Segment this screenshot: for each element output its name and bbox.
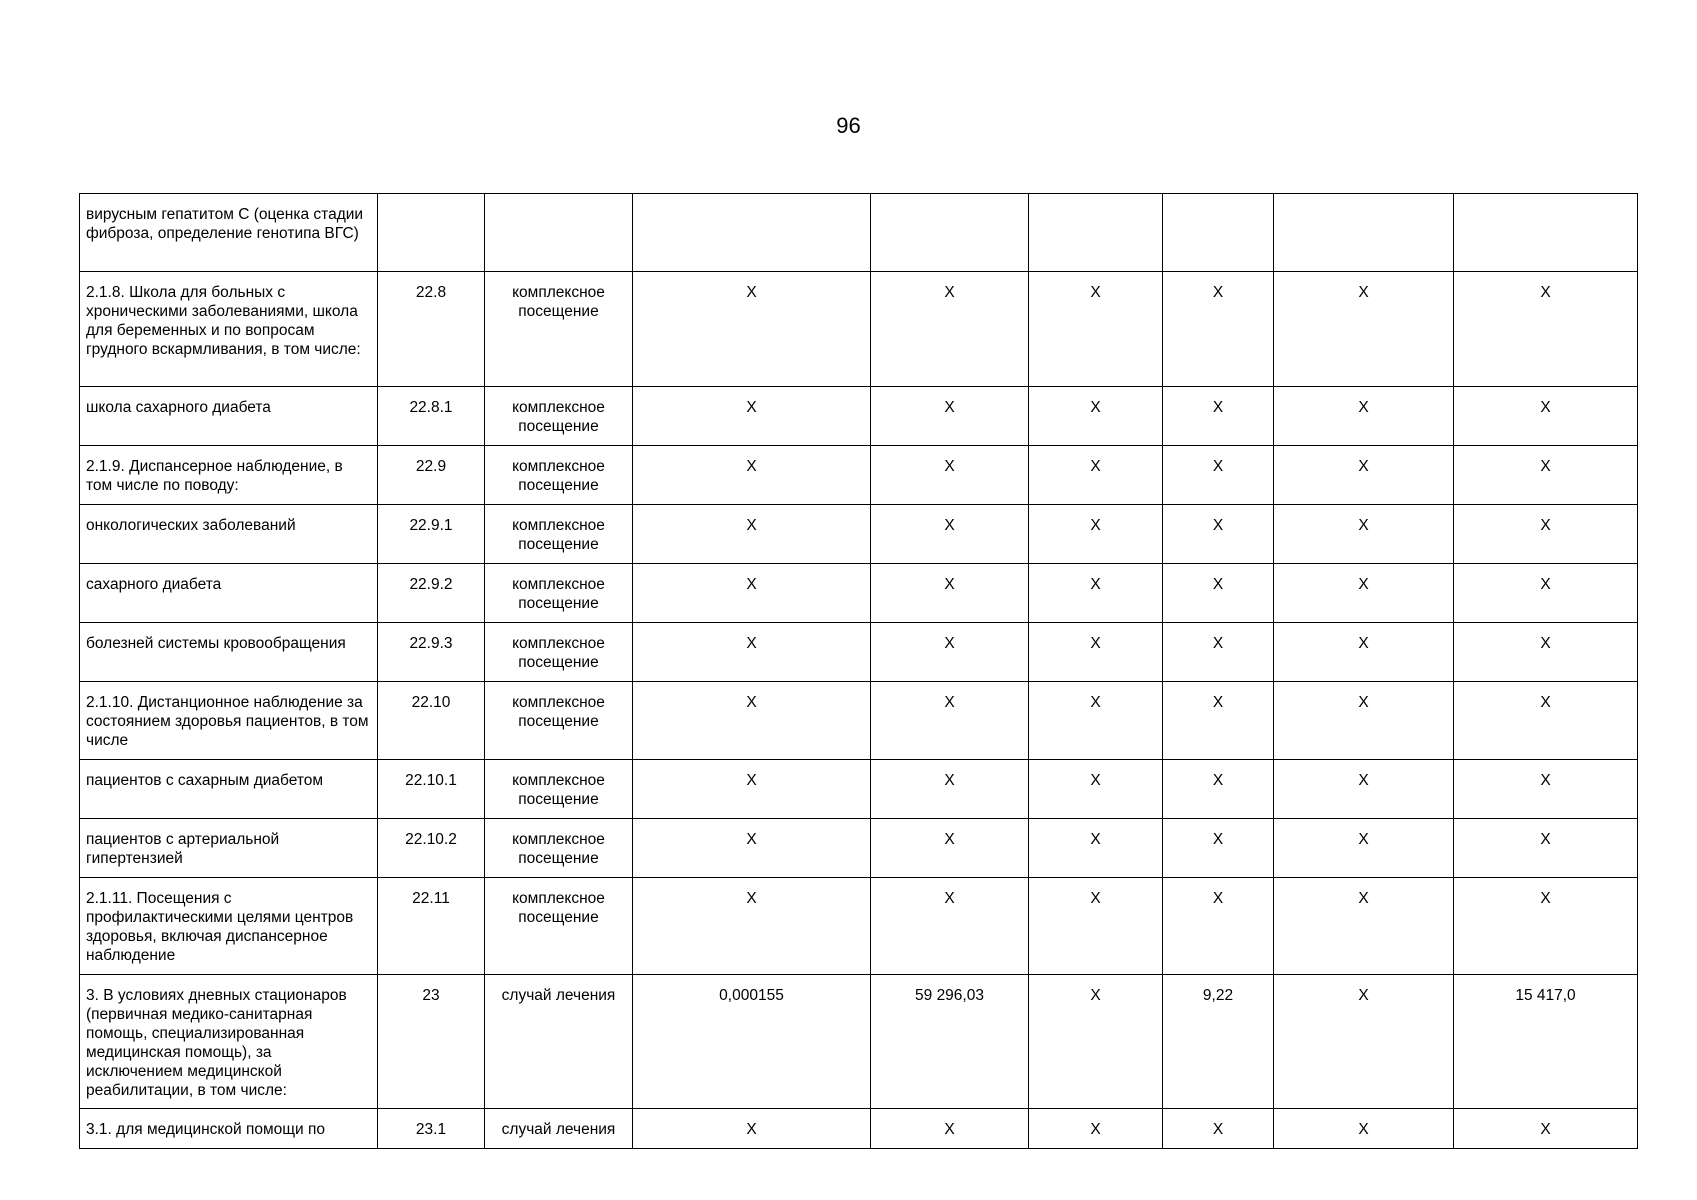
table-row bbox=[80, 564, 1638, 623]
row-name-cell: пациентов с артериальной гипертензией bbox=[80, 819, 378, 878]
row-value-cell: X bbox=[871, 760, 1029, 819]
row-value-cell: X bbox=[1029, 975, 1163, 1109]
row-value-cell: X bbox=[871, 623, 1029, 682]
row-value-cell: X bbox=[1029, 819, 1163, 878]
row-value-cell: X bbox=[633, 505, 871, 564]
row-value-cell: X bbox=[1274, 682, 1454, 760]
row-value-cell: X bbox=[1163, 819, 1274, 878]
row-value-cell: X bbox=[1274, 446, 1454, 505]
row-value-cell: X bbox=[633, 682, 871, 760]
row-code-cell: 23.1 bbox=[378, 1109, 485, 1149]
row-code-cell: 22.11 bbox=[378, 878, 485, 975]
row-unit-cell: комплексное посещение bbox=[485, 819, 633, 878]
row-value-cell: X bbox=[871, 272, 1029, 387]
row-value-cell: X bbox=[1029, 564, 1163, 623]
row-value-cell: X bbox=[1029, 878, 1163, 975]
row-code-cell: 22.9.2 bbox=[378, 564, 485, 623]
row-name-cell: 2.1.11. Посещения с профилактическими целями центров здоровья, включая диспансерное наблюдение bbox=[80, 878, 378, 975]
row-unit-cell: комплексное посещение bbox=[485, 564, 633, 623]
row-code-cell: 22.10.2 bbox=[378, 819, 485, 878]
table-row bbox=[80, 682, 1638, 760]
row-name-cell: пациентов с сахарным диабетом bbox=[80, 760, 378, 819]
row-value-cell: X bbox=[1454, 623, 1638, 682]
row-value-cell: X bbox=[871, 387, 1029, 446]
row-value-cell: X bbox=[1029, 505, 1163, 564]
row-value-cell: X bbox=[1029, 682, 1163, 760]
row-value-cell: X bbox=[871, 878, 1029, 975]
row-value-cell: X bbox=[1454, 272, 1638, 387]
row-value-cell: X bbox=[1454, 505, 1638, 564]
row-name-cell: 3. В условиях дневных стационаров (первичная медико-санитарная помощь, специализированная медицинская помощь), за исключением медицинской реабилитации, в том числе: bbox=[80, 975, 378, 1109]
row-name-cell: школа сахарного диабета bbox=[80, 387, 378, 446]
row-value-cell: X bbox=[1274, 564, 1454, 623]
row-value-cell: X bbox=[1029, 446, 1163, 505]
row-unit-cell bbox=[485, 194, 633, 272]
table-row bbox=[80, 194, 1638, 272]
row-value-cell: X bbox=[1163, 1109, 1274, 1149]
row-value-cell: X bbox=[1029, 387, 1163, 446]
row-value-cell bbox=[871, 194, 1029, 272]
row-value-cell: X bbox=[1454, 564, 1638, 623]
row-value-cell: X bbox=[1029, 623, 1163, 682]
row-name-cell: 2.1.9. Диспансерное наблюдение, в том числе по поводу: bbox=[80, 446, 378, 505]
row-value-cell: X bbox=[1274, 819, 1454, 878]
table-row bbox=[80, 623, 1638, 682]
row-unit-cell: случай лечения bbox=[485, 1109, 633, 1149]
row-unit-cell: комплексное посещение bbox=[485, 446, 633, 505]
row-code-cell: 22.10 bbox=[378, 682, 485, 760]
row-value-cell: X bbox=[1163, 878, 1274, 975]
table-row bbox=[80, 878, 1638, 975]
row-value-cell: X bbox=[1029, 760, 1163, 819]
table-row bbox=[80, 819, 1638, 878]
table-body bbox=[80, 194, 1638, 1149]
row-value-cell: X bbox=[633, 387, 871, 446]
row-value-cell: X bbox=[1274, 623, 1454, 682]
row-value-cell: X bbox=[633, 878, 871, 975]
row-value-cell bbox=[633, 194, 871, 272]
row-value-cell: X bbox=[633, 272, 871, 387]
row-value-cell: X bbox=[633, 819, 871, 878]
row-value-cell: X bbox=[1454, 387, 1638, 446]
row-value-cell: X bbox=[1454, 1109, 1638, 1149]
row-name-cell: вирусным гепатитом С (оценка стадии фиброза, определение генотипа ВГС) bbox=[80, 194, 378, 272]
row-value-cell: 59 296,03 bbox=[871, 975, 1029, 1109]
row-value-cell bbox=[1163, 194, 1274, 272]
row-name-cell: 2.1.10. Дистанционное наблюдение за состоянием здоровья пациентов, в том числе bbox=[80, 682, 378, 760]
row-value-cell: X bbox=[633, 564, 871, 623]
row-name-cell: сахарного диабета bbox=[80, 564, 378, 623]
row-value-cell: X bbox=[871, 682, 1029, 760]
row-unit-cell: комплексное посещение bbox=[485, 682, 633, 760]
row-value-cell: 15 417,0 bbox=[1454, 975, 1638, 1109]
row-value-cell: X bbox=[871, 505, 1029, 564]
row-value-cell: X bbox=[1274, 272, 1454, 387]
row-value-cell bbox=[1274, 194, 1454, 272]
row-value-cell: X bbox=[1163, 564, 1274, 623]
row-value-cell: X bbox=[1029, 272, 1163, 387]
row-value-cell: X bbox=[633, 623, 871, 682]
row-value-cell: X bbox=[871, 564, 1029, 623]
table-row bbox=[80, 272, 1638, 387]
row-value-cell: X bbox=[1454, 819, 1638, 878]
page-number: 96 bbox=[836, 113, 861, 138]
row-value-cell: X bbox=[871, 819, 1029, 878]
row-value-cell: X bbox=[1274, 1109, 1454, 1149]
row-name-cell: онкологических заболеваний bbox=[80, 505, 378, 564]
row-value-cell: X bbox=[1029, 1109, 1163, 1149]
row-unit-cell: комплексное посещение bbox=[485, 760, 633, 819]
row-value-cell: X bbox=[1274, 760, 1454, 819]
row-code-cell: 22.8 bbox=[378, 272, 485, 387]
row-value-cell: X bbox=[1163, 623, 1274, 682]
row-value-cell bbox=[1454, 194, 1638, 272]
row-code-cell: 22.10.1 bbox=[378, 760, 485, 819]
row-value-cell: X bbox=[1163, 505, 1274, 564]
row-value-cell: X bbox=[1163, 760, 1274, 819]
row-value-cell: 0,000155 bbox=[633, 975, 871, 1109]
row-unit-cell: комплексное посещение bbox=[485, 387, 633, 446]
table-row bbox=[80, 505, 1638, 564]
row-code-cell: 22.9.1 bbox=[378, 505, 485, 564]
row-name-cell: 2.1.8. Школа для больных с хроническими заболеваниями, школа для беременных и по вопросам грудного вскармливания, в том числе: bbox=[80, 272, 378, 387]
table-row bbox=[80, 1109, 1638, 1149]
row-unit-cell: комплексное посещение bbox=[485, 623, 633, 682]
row-code-cell: 22.9 bbox=[378, 446, 485, 505]
row-value-cell bbox=[1029, 194, 1163, 272]
table-row bbox=[80, 446, 1638, 505]
row-value-cell: X bbox=[633, 446, 871, 505]
row-unit-cell: комплексное посещение bbox=[485, 272, 633, 387]
row-value-cell: X bbox=[1163, 446, 1274, 505]
row-unit-cell: комплексное посещение bbox=[485, 878, 633, 975]
row-value-cell: X bbox=[871, 446, 1029, 505]
row-value-cell: X bbox=[633, 760, 871, 819]
row-code-cell bbox=[378, 194, 485, 272]
row-value-cell: X bbox=[1454, 878, 1638, 975]
data-table bbox=[79, 193, 1638, 1149]
row-value-cell: X bbox=[1163, 272, 1274, 387]
row-code-cell: 22.8.1 bbox=[378, 387, 485, 446]
row-code-cell: 22.9.3 bbox=[378, 623, 485, 682]
row-value-cell: X bbox=[633, 1109, 871, 1149]
row-value-cell: X bbox=[1163, 682, 1274, 760]
table-row bbox=[80, 387, 1638, 446]
row-unit-cell: случай лечения bbox=[485, 975, 633, 1109]
row-name-cell: 3.1. для медицинской помощи по bbox=[80, 1109, 378, 1149]
row-code-cell: 23 bbox=[378, 975, 485, 1109]
row-value-cell: X bbox=[1274, 975, 1454, 1109]
row-value-cell: X bbox=[1454, 682, 1638, 760]
row-value-cell: X bbox=[1274, 505, 1454, 564]
row-value-cell: X bbox=[1274, 878, 1454, 975]
row-value-cell: X bbox=[1163, 387, 1274, 446]
row-value-cell: X bbox=[1454, 446, 1638, 505]
row-name-cell: болезней системы кровообращения bbox=[80, 623, 378, 682]
row-value-cell: X bbox=[1454, 760, 1638, 819]
row-value-cell: X bbox=[871, 1109, 1029, 1149]
row-value-cell: X bbox=[1274, 387, 1454, 446]
row-value-cell: 9,22 bbox=[1163, 975, 1274, 1109]
row-unit-cell: комплексное посещение bbox=[485, 505, 633, 564]
table-row bbox=[80, 760, 1638, 819]
table-row bbox=[80, 975, 1638, 1109]
